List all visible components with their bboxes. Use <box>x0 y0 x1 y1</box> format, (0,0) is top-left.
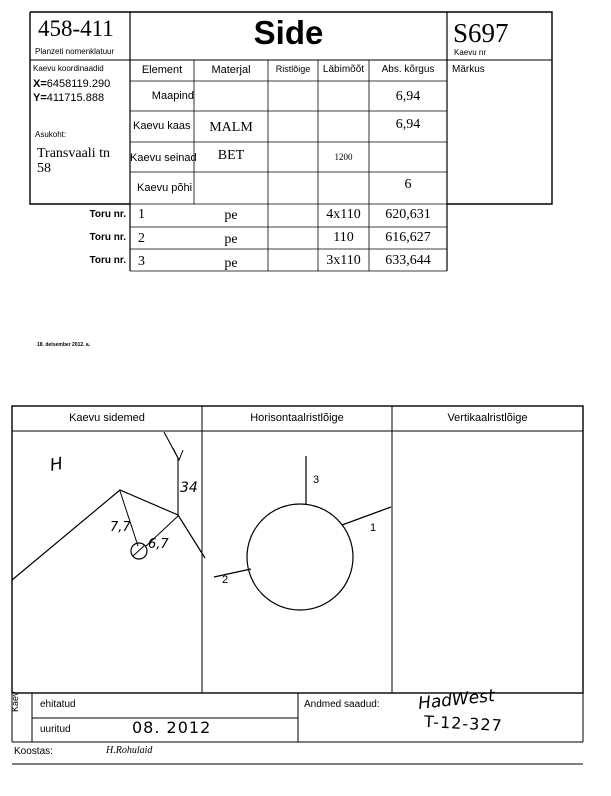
col-header-abs-height: Abs. kõrgus <box>381 64 435 75</box>
pipe-2-diameter: 110 <box>333 230 354 245</box>
y-coordinate: 411715.888 <box>46 92 105 104</box>
nomenclature-label: Planzeti nomenklatuur <box>35 47 115 56</box>
row-bottom-abs: 6 <box>404 177 412 192</box>
sketch-label-h: H <box>48 454 65 476</box>
row-lid-material: MALM <box>209 120 253 135</box>
pipe-number-3: 3 <box>313 474 320 486</box>
date-text: 18. detsember 2012. a. <box>37 342 91 348</box>
data-from-value-1: HadWest <box>417 686 496 714</box>
location-label: Asukoht: <box>35 130 67 139</box>
side-label-well: Kaev <box>10 691 20 712</box>
composer-label: Koostas: <box>14 746 53 757</box>
surveyed-value: 08. 2012 <box>132 718 212 737</box>
well-circle <box>247 504 353 610</box>
row-walls-material: BET <box>217 148 245 163</box>
built-label: ehitatud <box>40 699 76 710</box>
col-header-notes: Märkus <box>452 64 485 75</box>
row-ground-element: Maapind <box>151 90 194 102</box>
drawing-header-horizontal: Horisontaalristlõige <box>250 412 344 424</box>
pipe-number-2: 2 <box>222 574 229 586</box>
x-label: X= <box>33 78 47 90</box>
sketch-label-77: 7,7 <box>110 520 131 535</box>
pipe-3-diameter: 3x110 <box>326 253 361 268</box>
data-from-value-2: T-12-327 <box>423 711 504 736</box>
y-label: Y= <box>33 92 47 104</box>
coords-label: Kaevu koordinaadid <box>33 64 104 73</box>
pipe-2-abs: 616,627 <box>385 230 431 245</box>
pipe-3-material: pe <box>224 256 238 271</box>
pipe-2-label: Toru nr. <box>89 232 126 243</box>
location-line-1: Transvaali tn <box>37 146 110 161</box>
sketch-label-67: 6,7 <box>148 537 169 552</box>
row-lid-abs: 6,94 <box>395 117 421 132</box>
pipe-1-line <box>342 507 391 525</box>
row-ground-abs: 6,94 <box>395 89 421 104</box>
pipe-1-abs: 620,631 <box>385 207 431 222</box>
drawing-header-connections: Kaevu sidemed <box>69 412 145 424</box>
pipe-2-material: pe <box>224 232 238 247</box>
pipe-3-abs: 633,644 <box>385 253 431 268</box>
pipe-3-label: Toru nr. <box>89 255 126 266</box>
nomenclature-value: 458-411 <box>38 16 114 41</box>
pipe-1-number: 1 <box>138 207 145 222</box>
page-title: Side <box>253 14 324 51</box>
surveyed-label: uuritud <box>40 724 71 735</box>
col-header-material: Materjal <box>211 64 251 76</box>
pipe-1-material: pe <box>224 208 238 223</box>
pipe-number-1: 1 <box>370 522 377 534</box>
row-lid-element: Kaevu kaas <box>133 120 191 132</box>
pipe-2-line <box>214 569 251 577</box>
row-walls-element: Kaevu seinad <box>130 152 197 164</box>
col-header-element: Element <box>141 64 183 76</box>
x-coordinate: 6458119.290 <box>46 78 111 90</box>
pipe-1-label: Toru nr. <box>89 209 126 220</box>
composer-value: H.Rohulaid <box>106 745 153 756</box>
pipe-1-diameter: 4x110 <box>326 207 361 222</box>
col-header-cross-section: Ristlõige <box>275 64 311 74</box>
location-line-2: 58 <box>37 161 51 176</box>
pipe-3-number: 3 <box>138 254 145 269</box>
data-from-label: Andmed saadud: <box>304 699 380 710</box>
sketch-label-34: 34 <box>180 480 198 496</box>
row-walls-diameter: 1200 <box>334 152 353 162</box>
well-number-label: Kaevu nr <box>454 48 487 57</box>
col-header-diameter: Läbimõõt <box>322 64 365 75</box>
well-number-value: S697 <box>453 18 509 48</box>
pipe-2-number: 2 <box>138 231 145 246</box>
row-bottom-element: Kaevu põhi <box>137 182 193 194</box>
drawing-header-vertical: Vertikaalristlõige <box>447 412 528 424</box>
